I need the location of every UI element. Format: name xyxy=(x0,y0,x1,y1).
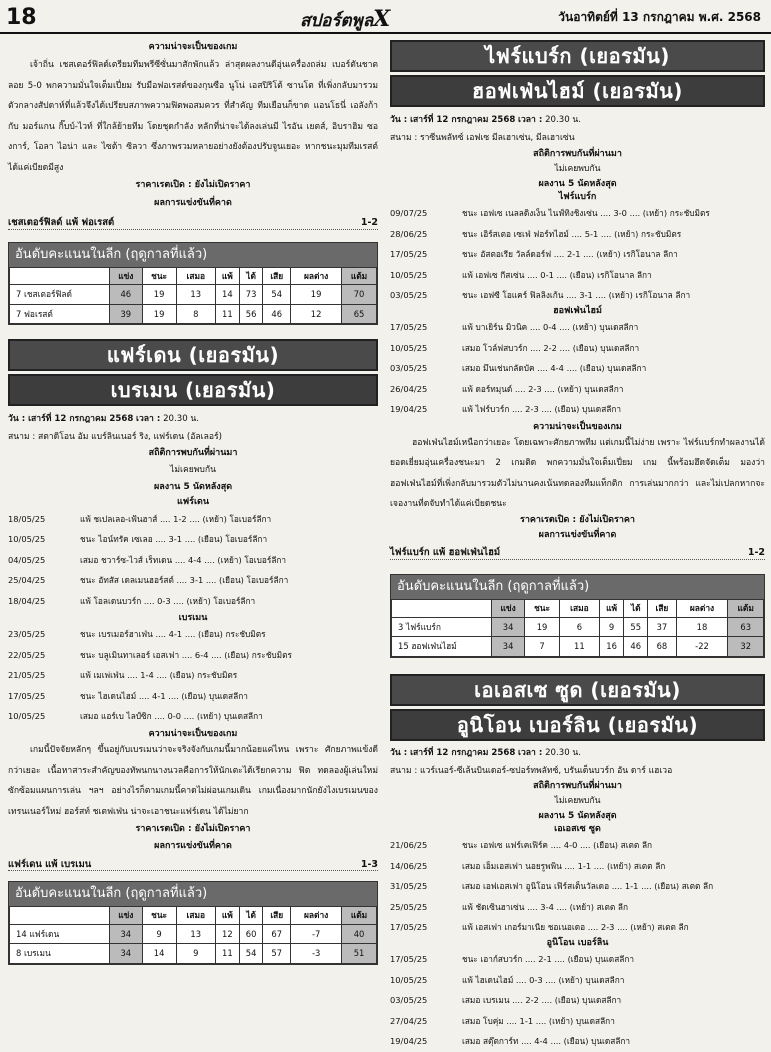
stat-cell: 32 xyxy=(728,637,764,657)
team-banner-away: ฮอฟเฟ่นไฮม์ (เยอรมัน) xyxy=(390,75,765,107)
list-item xyxy=(390,949,765,970)
result-detail: แพ้ เมเพ่เฟ่น .... 1-4 .... (เยือน) กระชับมิตร xyxy=(80,670,238,681)
odds-label: ราคาเรตเปิด : ยังไม่เปิดราคา xyxy=(520,514,635,525)
result-date: 27/04/25 xyxy=(390,1015,428,1026)
standings-header-cell: แข่ง xyxy=(110,907,143,925)
standings-header-cell: เสีย xyxy=(263,907,291,925)
standings-header-cell: แข่ง xyxy=(110,267,143,285)
standings-header-cell: แพ้ xyxy=(215,907,239,925)
team-d-label: อูนิโอน เบอร์ลิน xyxy=(546,937,609,948)
list-item xyxy=(8,645,378,666)
standings-header-cell: ชนะ xyxy=(525,600,560,618)
h2h-text: ไม่เคยพบกัน xyxy=(554,164,601,175)
list-item xyxy=(390,1031,765,1052)
match-time: 20.30 น. xyxy=(545,747,582,758)
standings-header-team xyxy=(392,600,492,618)
list-item xyxy=(390,285,765,306)
list-item xyxy=(8,570,378,591)
match-date: วัน : เสาร์ที่ 12 กรกฎาคม 2568 xyxy=(8,414,134,425)
stat-cell: 13 xyxy=(176,924,215,944)
predicted-match: เชสเตอร์ฟิลด์ แพ้ ฟอเรสต์ xyxy=(8,216,115,228)
list-item xyxy=(390,224,765,245)
stat-cell: -7 xyxy=(291,924,342,944)
standings-header-row xyxy=(10,907,377,925)
standings-header-cell: แต้ม xyxy=(342,907,377,925)
right-column xyxy=(390,38,765,1047)
stat-cell: 55 xyxy=(624,617,648,637)
match-date: วัน : เสาร์ที่ 12 กรกฎาคม 2568 xyxy=(390,747,516,758)
standings-header-cell: ได้ xyxy=(624,600,648,618)
team-cell: 7 ฟอเรสต์ xyxy=(10,304,110,324)
standings-header-cell: แต้ม xyxy=(342,267,377,285)
result-date: 17/05/25 xyxy=(390,922,428,933)
stat-cell: 12 xyxy=(215,924,239,944)
result-date: 25/04/25 xyxy=(8,575,46,586)
table-row xyxy=(392,637,764,657)
page-header xyxy=(0,0,771,34)
result-date: 10/05/25 xyxy=(390,342,428,353)
list-item xyxy=(8,529,378,550)
last5-heading: ผลงาน 5 นัดหลังสุด xyxy=(538,810,617,821)
match-time: 20.30 น. xyxy=(545,115,582,125)
result-detail: แพ้ ดอร์ทมุนด์ .... 2-3 .... (เหย้า) บุนเดสลีกา xyxy=(462,383,624,394)
team-b-results xyxy=(390,317,765,420)
list-item xyxy=(390,265,765,286)
preview-heading: ความน่าจะเป็นของเกม xyxy=(533,421,622,432)
standings-table xyxy=(391,599,764,657)
stat-cell: 34 xyxy=(492,617,525,637)
stat-cell: 70 xyxy=(342,285,377,305)
league-table-1 xyxy=(8,242,378,326)
list-item xyxy=(8,509,378,530)
predicted-result xyxy=(8,217,378,230)
stat-cell: 57 xyxy=(263,944,291,964)
odds2-label: ราคาเรตเปิด : ยังไม่เปิดราคา xyxy=(135,824,251,835)
result-detail: เสมอ แอร์เบ ไลป์ซิก .... 0-0 .... (เหย้า) บุนเดสลีกา xyxy=(80,711,263,722)
stat-cell: 56 xyxy=(239,304,262,324)
result-detail: เสมอ สตุ๊ตการ์ท .... 4-4 .... (เยือน) บุนเดสลีกา xyxy=(462,1036,631,1047)
result-detail: แพ้ เอฟเซ กีสเซ่น .... 0-1 .... (เยือน) เรกิโอนาล ลีกา xyxy=(462,269,652,280)
team-b-results xyxy=(8,624,378,727)
result-detail: เสมอ โวล์ฟสบวร์ก .... 2-2 .... (เยือน) บุนเดสลีกา xyxy=(462,342,640,353)
table-row xyxy=(10,924,377,944)
stat-cell: 9 xyxy=(142,924,176,944)
list-item xyxy=(390,835,765,856)
result-detail: ชนะ เอาก์สบวร์ก .... 2-1 .... (เยือน) บุนเดสลีกา xyxy=(462,954,635,965)
standings-header-cell: แต้ม xyxy=(728,600,764,618)
standings-header-cell: ผลต่าง xyxy=(676,600,728,618)
result-date: 19/04/25 xyxy=(390,404,428,415)
list-item xyxy=(390,203,765,224)
standings-table xyxy=(9,906,377,964)
stat-cell: 9 xyxy=(599,617,623,637)
logo-x: X xyxy=(373,6,391,32)
table-row xyxy=(10,944,377,964)
stat-cell: 46 xyxy=(263,304,291,324)
issue-date: วันอาทิตย์ที่ 13 กรกฎาคม พ.ศ. 2568 xyxy=(558,10,761,24)
match-date-line xyxy=(390,744,765,762)
result-detail: เสมอ ชวาร์ซ-ไวส์ เร็ทเดน .... 4-4 .... (เหย้า) โอเบอร์ลีกา xyxy=(80,554,287,565)
result-detail: ชนะ ไฮเดนไฮม์ .... 4-1 .... (เยือน) บุนเดสลีกา xyxy=(80,690,248,701)
match-time: 20.30 น. xyxy=(163,414,200,425)
standings-header-cell: แพ้ xyxy=(215,267,239,285)
stat-cell: 67 xyxy=(263,924,291,944)
list-item xyxy=(390,917,765,938)
predicted-score-2: 1-3 xyxy=(360,858,378,870)
league-table-title: อันดับคะแนนในลีก (ฤดูกาลที่แล้ว) xyxy=(9,243,377,267)
result-detail: เสมอ โบคุ่ม .... 1-1 .... (เหย้า) บุนเดสลีกา xyxy=(462,1015,615,1026)
team-cell: 14 แฟร์เดน xyxy=(10,924,110,944)
team-c-results xyxy=(390,835,765,938)
team-cell: 3 ไฟร์แบร์ก xyxy=(392,617,492,637)
list-item xyxy=(8,686,378,707)
team-cell: 15 ฮอฟเฟ่นไฮม์ xyxy=(392,637,492,657)
result-date: 14/06/25 xyxy=(390,860,428,871)
result-detail: แพ้ โอลเดนบวร์ก .... 0-3 .... (เหย้า) โอเบอร์ลีกา xyxy=(80,595,256,606)
stat-cell: 34 xyxy=(110,924,143,944)
result-date: 04/05/25 xyxy=(8,554,46,565)
stat-cell: 60 xyxy=(239,924,262,944)
stat-cell: 34 xyxy=(110,944,143,964)
predict-heading: ผลการแข่งขันที่คาด xyxy=(154,197,232,208)
stat-cell: 9 xyxy=(176,944,215,964)
team-d-results xyxy=(390,949,765,1052)
logo-text: สปอร์ตพูล xyxy=(300,11,374,31)
team-b-label: ฮอฟเฟ่นไฮม์ xyxy=(553,305,602,316)
team-banner-away: เบรเมน (เยอรมัน) xyxy=(8,374,378,406)
list-item xyxy=(390,1011,765,1032)
stat-cell: 46 xyxy=(624,637,648,657)
stat-cell: 40 xyxy=(342,924,377,944)
team-a-label: ไฟร์แบร์ก xyxy=(558,192,597,203)
standings-header-team xyxy=(10,267,110,285)
list-item xyxy=(390,856,765,877)
match-time-label: เวลา : xyxy=(518,747,543,758)
stat-cell: -3 xyxy=(291,944,342,964)
standings-header-cell: แข่ง xyxy=(492,600,525,618)
predicted-match: ไฟร์แบร์ก แพ้ ฮอฟเฟ่นไฮม์ xyxy=(390,547,501,559)
result-date: 17/05/25 xyxy=(390,249,428,260)
odds-label: ราคาเรตเปิด : ยังไม่เปิดราคา xyxy=(135,180,251,191)
match-date-line xyxy=(390,111,765,129)
stat-cell: 63 xyxy=(728,617,764,637)
result-date: 10/05/25 xyxy=(390,974,428,985)
list-item xyxy=(390,990,765,1011)
predicted-result-2 xyxy=(8,859,378,872)
league-table-title: อันดับคะแนนในลีก (ฤดูกาลที่แล้ว) xyxy=(9,882,377,906)
result-date: 25/05/25 xyxy=(390,901,428,912)
stat-cell: 13 xyxy=(176,285,215,305)
stat-cell: 37 xyxy=(648,617,676,637)
h2h-text: ไม่เคยพบกัน xyxy=(170,465,216,476)
predicted-match-2: แฟร์เดน แพ้ เบรเมน xyxy=(8,858,92,870)
result-date: 10/05/25 xyxy=(390,269,428,280)
predict-heading: ผลการแข่งขันที่คาด xyxy=(538,530,617,541)
match-time-label: เวลา : xyxy=(518,115,543,125)
stat-cell: 39 xyxy=(110,304,143,324)
preview-text: ฮอฟเฟ่นไฮม์เหนือกว่าเยอะ โดยเฉพาะศักยภาพทีม แต่เกมนี้ไม่ง่าย เพราะ ไฟร์แบร์กทำผลงานได้ยอดเยี่ยมอุ่นเครื่องชนะมา 2 เกมติด พกความมั่นใจเต็มเปี่ยม เกม นี้พร้อมฮึดจัดเต็ม มองว่าฮอฟเฟ่นไฮม์ที่เพิ่งกลับมารวมตัวไม่นานคงเน้นทดลองทีมแท็กติก การเล่นมากกว่า และไม่เปลกหากจะเจองานที่ดจับทำได้แค่เบียดชนะ xyxy=(390,437,765,510)
result-detail: เสมอ เอ็มเอสเฟา นอยรูพพิน .... 1-1 .... (เหย้า) สเตต ลีก xyxy=(462,860,666,871)
match-venue: สนาม : แวร์เนอร์-ซีเล้นบินเดอร์-ซปอร์ทพลัทซ์, บรันเด็นบวร์ก อัน ดาร์ แฮเวอ xyxy=(390,765,673,776)
stat-cell: 46 xyxy=(110,285,143,305)
list-item xyxy=(390,399,765,420)
predicted-score: 1-2 xyxy=(747,547,765,559)
h2h-heading: สถิติการพบกันที่ผ่านมา xyxy=(533,149,622,159)
result-detail: เสมอ เอฟเอสเฟา อูนิโอน เฟิร์สเต็นวัลเดอ .... 1-1 .... (เยือน) สเตต ลีก xyxy=(462,881,714,892)
standings-header-cell: เสมอ xyxy=(176,267,215,285)
stat-cell: 14 xyxy=(142,944,176,964)
stat-cell: 11 xyxy=(215,304,239,324)
last5-heading: ผลงาน 5 นัดหลังสุด xyxy=(538,178,617,189)
list-item xyxy=(8,624,378,645)
stat-cell: -22 xyxy=(676,637,728,657)
list-item xyxy=(8,665,378,686)
result-date: 09/07/25 xyxy=(390,208,428,219)
match-venue: สนาม : ราซีนพลัทซ์ เอฟเซ มีลเฮาเซ่น, มีลเฮาเซ่น xyxy=(390,133,575,143)
h2h-text: ไม่เคยพบกัน xyxy=(554,796,601,807)
stat-cell: 6 xyxy=(559,617,599,637)
standings-header-cell: ผลต่าง xyxy=(291,907,342,925)
result-date: 21/06/25 xyxy=(390,840,428,851)
result-detail: แพ้ ไฮเดนไฮม์ .... 0-3 .... (เหย้า) บุนเดสลีกา xyxy=(462,974,625,985)
table-row xyxy=(10,285,377,305)
league-table-2 xyxy=(8,881,378,965)
standings-table xyxy=(9,267,377,325)
stat-cell: 11 xyxy=(215,944,239,964)
standings-header-cell: เสีย xyxy=(263,267,291,285)
result-detail: ชนะ ไอน์ทรัค เซเลอ .... 3-1 .... (เยือน) โอเบอร์ลีกา xyxy=(80,534,268,545)
result-detail: ชนะ เอิร์สเตอ เซเฟ่ ฟอร์ทไฮม์ .... 5-1 .... (เหย้า) กระชับมิตร xyxy=(462,228,682,239)
stat-cell: 51 xyxy=(342,944,377,964)
stat-cell: 54 xyxy=(239,944,262,964)
match-time-label: เวลา : xyxy=(136,414,161,425)
preview2-text: เกมนี้ปัจจัยหลักๆ ขึ้นอยู่กับเบรเมนว่าจะจริงจังกับเกมนี้มากน้อยแค่ไหน เพราะ ศักยภาพแข้งดีกว่าเยอะ เนื้อหาสาระสำคัญของทัพนกนางนวลคือการให้นักเตะได้เรียกความ ฟิต ทดลองผู้เล่นใหม่ ซักซ้อมแผนการเล่น ฯลฯ อย่างไรก็ตามเกมนี้คาดไม่ผ่อนเกมเดิน เกมเนื่องมากนักยังไงเบรเมนของเทรนเนอร์ใหม่ ฮอร์สท์ ชเตฟเฟ่น น่าจะเอาชนะแฟร์เดน ได้ไม่ยาก xyxy=(8,745,378,817)
stat-cell: 68 xyxy=(648,637,676,657)
list-item xyxy=(390,338,765,359)
preview-heading: ความน่าจะเป็นของเกม xyxy=(148,42,238,52)
preview-text: เจ้าถิ่น เชสเตอร์ฟิลด์เตรียมทีมพรีซีซั่นมาสักพักแล้ว ล่าสุดผลงานดีอุ่นเครื่องถล่ม เบอร์ตันชาตลอย 5-0 พกความมั่นใจเต็มเปี่ยม รับมือฟอเรสต์ของกุนซือ นูโน่ เอสปิริโต้ ซานโต ที่เพิ่งกลับมารวมตัวกลางสัปดาห์ที่แล้วจึงได้เปรียบสภาพความฟิตพอสมควร ที่สำคัญ ทีมเยือนก็ขาด แอนโธนี่ เอลังก้า กับ มอร์แกน กิ๊บบ์-ไวท์ ที่ใกล้ย้ายทีม โดยชุดกำลัง หลักที่น่าจะได้ลงเล่นมี ไรอัน เยตส์, อิบราฮิม ซองการ์, โอลา ไอน่า และ ไซต้า ซิลวา ซึ่งภาพรวมหลายอย่างยังต้องปรับจูนเยอะ หากชนะมุมทีมเรสต์ได้แค่เบียดมีสูง xyxy=(8,60,378,173)
last5-heading: ผลงาน 5 นัดหลังสุด xyxy=(153,482,233,493)
result-date: 03/05/25 xyxy=(390,290,428,301)
predicted-result xyxy=(390,547,765,560)
result-detail: เสมอ เบรเมน .... 2-2 .... (เยือน) บุนเดสลีกา xyxy=(462,995,622,1006)
stat-cell: 65 xyxy=(342,304,377,324)
standings-header-cell: ได้ xyxy=(239,267,262,285)
result-date: 31/05/25 xyxy=(390,881,428,892)
result-detail: เสมอ มึนเช่นกลัดบัค .... 4-4 .... (เยือน) บุนเดสลีกา xyxy=(462,363,647,374)
team-b-label: เบรเมน xyxy=(178,613,208,624)
result-date: 17/05/25 xyxy=(390,954,428,965)
standings-header-cell: เสมอ xyxy=(559,600,599,618)
result-date: 03/05/25 xyxy=(390,363,428,374)
result-date: 18/04/25 xyxy=(8,595,46,606)
result-detail: แพ้ ชัดเซินฮาเซ่น .... 3-4 .... (เหย้า) สเตต ลีก xyxy=(462,901,629,912)
list-item xyxy=(8,591,378,612)
team-cell: 8 เบรเมน xyxy=(10,944,110,964)
list-item xyxy=(8,550,378,571)
list-item xyxy=(390,358,765,379)
result-detail: ชนะ เอฟซี โอแคร์ ฟิลลิงเก้น .... 3-1 .... (เหย้า) เรกิโอนาล ลีกา xyxy=(462,290,691,301)
standings-header-row xyxy=(10,267,377,285)
match-date-line xyxy=(8,410,378,428)
masthead-logo xyxy=(300,6,390,34)
result-date: 26/04/25 xyxy=(390,383,428,394)
result-detail: แพ้ ชเปลเลอ-เฟ้นฮาส์ .... 1-2 .... (เหย้า) โอเบอร์ลีกา xyxy=(80,513,272,524)
result-date: 10/05/25 xyxy=(8,711,46,722)
result-date: 10/05/25 xyxy=(8,534,46,545)
list-item xyxy=(390,317,765,338)
standings-header-cell: เสีย xyxy=(648,600,676,618)
stat-cell: 54 xyxy=(263,285,291,305)
league-table-3 xyxy=(390,574,765,658)
result-detail: ชนะ บลูเมินทาเลอร์ เอสเฟา .... 6-4 .... (เยือน) กระชับมิตร xyxy=(80,649,292,660)
stat-cell: 19 xyxy=(525,617,560,637)
predicted-score: 1-2 xyxy=(360,216,378,228)
team-banner-home: แฟร์เดน (เยอรมัน) xyxy=(8,339,378,371)
result-detail: ชนะ เอฟเซ แฟร์เคเฟิร์ค .... 4-0 .... (เยือน) สเตต ลีก xyxy=(462,840,653,851)
preview2-heading: ความน่าจะเป็นของเกม xyxy=(148,728,238,739)
table-row xyxy=(10,304,377,324)
standings-header-cell: แพ้ xyxy=(599,600,623,618)
result-detail: แพ้ ไฟร์บวร์ก .... 2-3 .... (เยือน) บุนเดสลีกา xyxy=(462,404,622,415)
stat-cell: 18 xyxy=(676,617,728,637)
team-a-results xyxy=(390,203,765,306)
result-date: 17/05/25 xyxy=(8,690,46,701)
standings-header-cell: เสมอ xyxy=(176,907,215,925)
result-detail: แพ้ บาเยิร์น มิวนิค .... 0-4 .... (เหย้า) บุนเดสลีกา xyxy=(462,322,639,333)
result-date: 28/06/25 xyxy=(390,228,428,239)
stat-cell: 7 xyxy=(525,637,560,657)
list-item xyxy=(390,897,765,918)
result-detail: ชนะ เบรเมอร์ฮาเฟ่น .... 4-1 .... (เยือน) กระชับมิตร xyxy=(80,629,266,640)
team-a-label: แฟร์เดน xyxy=(176,497,210,508)
stat-cell: 14 xyxy=(215,285,239,305)
h2h-heading: สถิติการพบกันที่ผ่านมา xyxy=(148,448,238,459)
list-item xyxy=(390,876,765,897)
list-item xyxy=(390,379,765,400)
stat-cell: 11 xyxy=(559,637,599,657)
standings-header-team xyxy=(10,907,110,925)
team-c-label: เอเอสเซ ซูด xyxy=(554,824,601,835)
stat-cell: 34 xyxy=(492,637,525,657)
team-banner-away: อูนิโอน เบอร์ลิน (เยอรมัน) xyxy=(390,709,765,741)
stat-cell: 19 xyxy=(142,285,176,305)
team-cell: 7 เชสเตอร์ฟิลด์ xyxy=(10,285,110,305)
result-date: 19/04/25 xyxy=(390,1036,428,1047)
match-date: วัน : เสาร์ที่ 12 กรกฎาคม 2568 xyxy=(390,115,516,125)
result-detail: ชนะ อัสตอเรีย วัลล์ดอร์ฟ .... 2-1 .... (เหย้า) เรกิโอนาล ลีกา xyxy=(462,249,678,260)
team-banner-home: ไฟร์แบร์ก (เยอรมัน) xyxy=(390,40,765,72)
result-date: 18/05/25 xyxy=(8,513,46,524)
result-detail: ชนะ เอฟเซ เนลลดิงเง็น ไนฟ์ทิงชิงเซ่น .... 3-0 .... (เหย้า) กระชับมิตร xyxy=(462,208,710,219)
h2h-heading: สถิติการพบกันที่ผ่านมา xyxy=(533,780,622,791)
list-item xyxy=(390,970,765,991)
standings-header-cell: ผลต่าง xyxy=(291,267,342,285)
table-row xyxy=(392,617,764,637)
standings-header-row xyxy=(392,600,764,618)
standings-header-cell: ได้ xyxy=(239,907,262,925)
result-detail: แพ้ เอสเฟา เกอร์มาเนีย ชอเนอเดอ .... 2-3 .... (เหย้า) สเตต ลีก xyxy=(462,922,689,933)
stat-cell: 73 xyxy=(239,285,262,305)
result-date: 21/05/25 xyxy=(8,670,46,681)
league-table-title: อันดับคะแนนในลีก (ฤดูกาลที่แล้ว) xyxy=(391,575,764,599)
list-item xyxy=(390,244,765,265)
match-venue: สนาม : สตาดิโอน อัม แบร์ลินเนอร์ ริง, แฟร์เดน (อัลเลอร์) xyxy=(8,432,222,443)
result-date: 17/05/25 xyxy=(390,322,428,333)
result-detail: ชนะ อัทสัส เดลเมนฮอร์สต์ .... 3-1 .... (เยือน) โอเบอร์ลีกา xyxy=(80,575,289,586)
list-item xyxy=(8,706,378,727)
result-date: 23/05/25 xyxy=(8,629,46,640)
standings-header-cell: ชนะ xyxy=(142,267,176,285)
result-date: 03/05/25 xyxy=(390,995,428,1006)
predict2-heading: ผลการแข่งขันที่คาด xyxy=(154,841,232,852)
result-date: 22/05/25 xyxy=(8,649,46,660)
stat-cell: 12 xyxy=(291,304,342,324)
stat-cell: 19 xyxy=(142,304,176,324)
team-banner-home: เอเอสเซ ซูด (เยอรมัน) xyxy=(390,674,765,706)
stat-cell: 19 xyxy=(291,285,342,305)
standings-header-cell: ชนะ xyxy=(142,907,176,925)
team-a-results xyxy=(8,509,378,612)
stat-cell: 8 xyxy=(176,304,215,324)
stat-cell: 16 xyxy=(599,637,623,657)
left-column xyxy=(8,38,378,1022)
page-number: 18 xyxy=(6,5,37,30)
